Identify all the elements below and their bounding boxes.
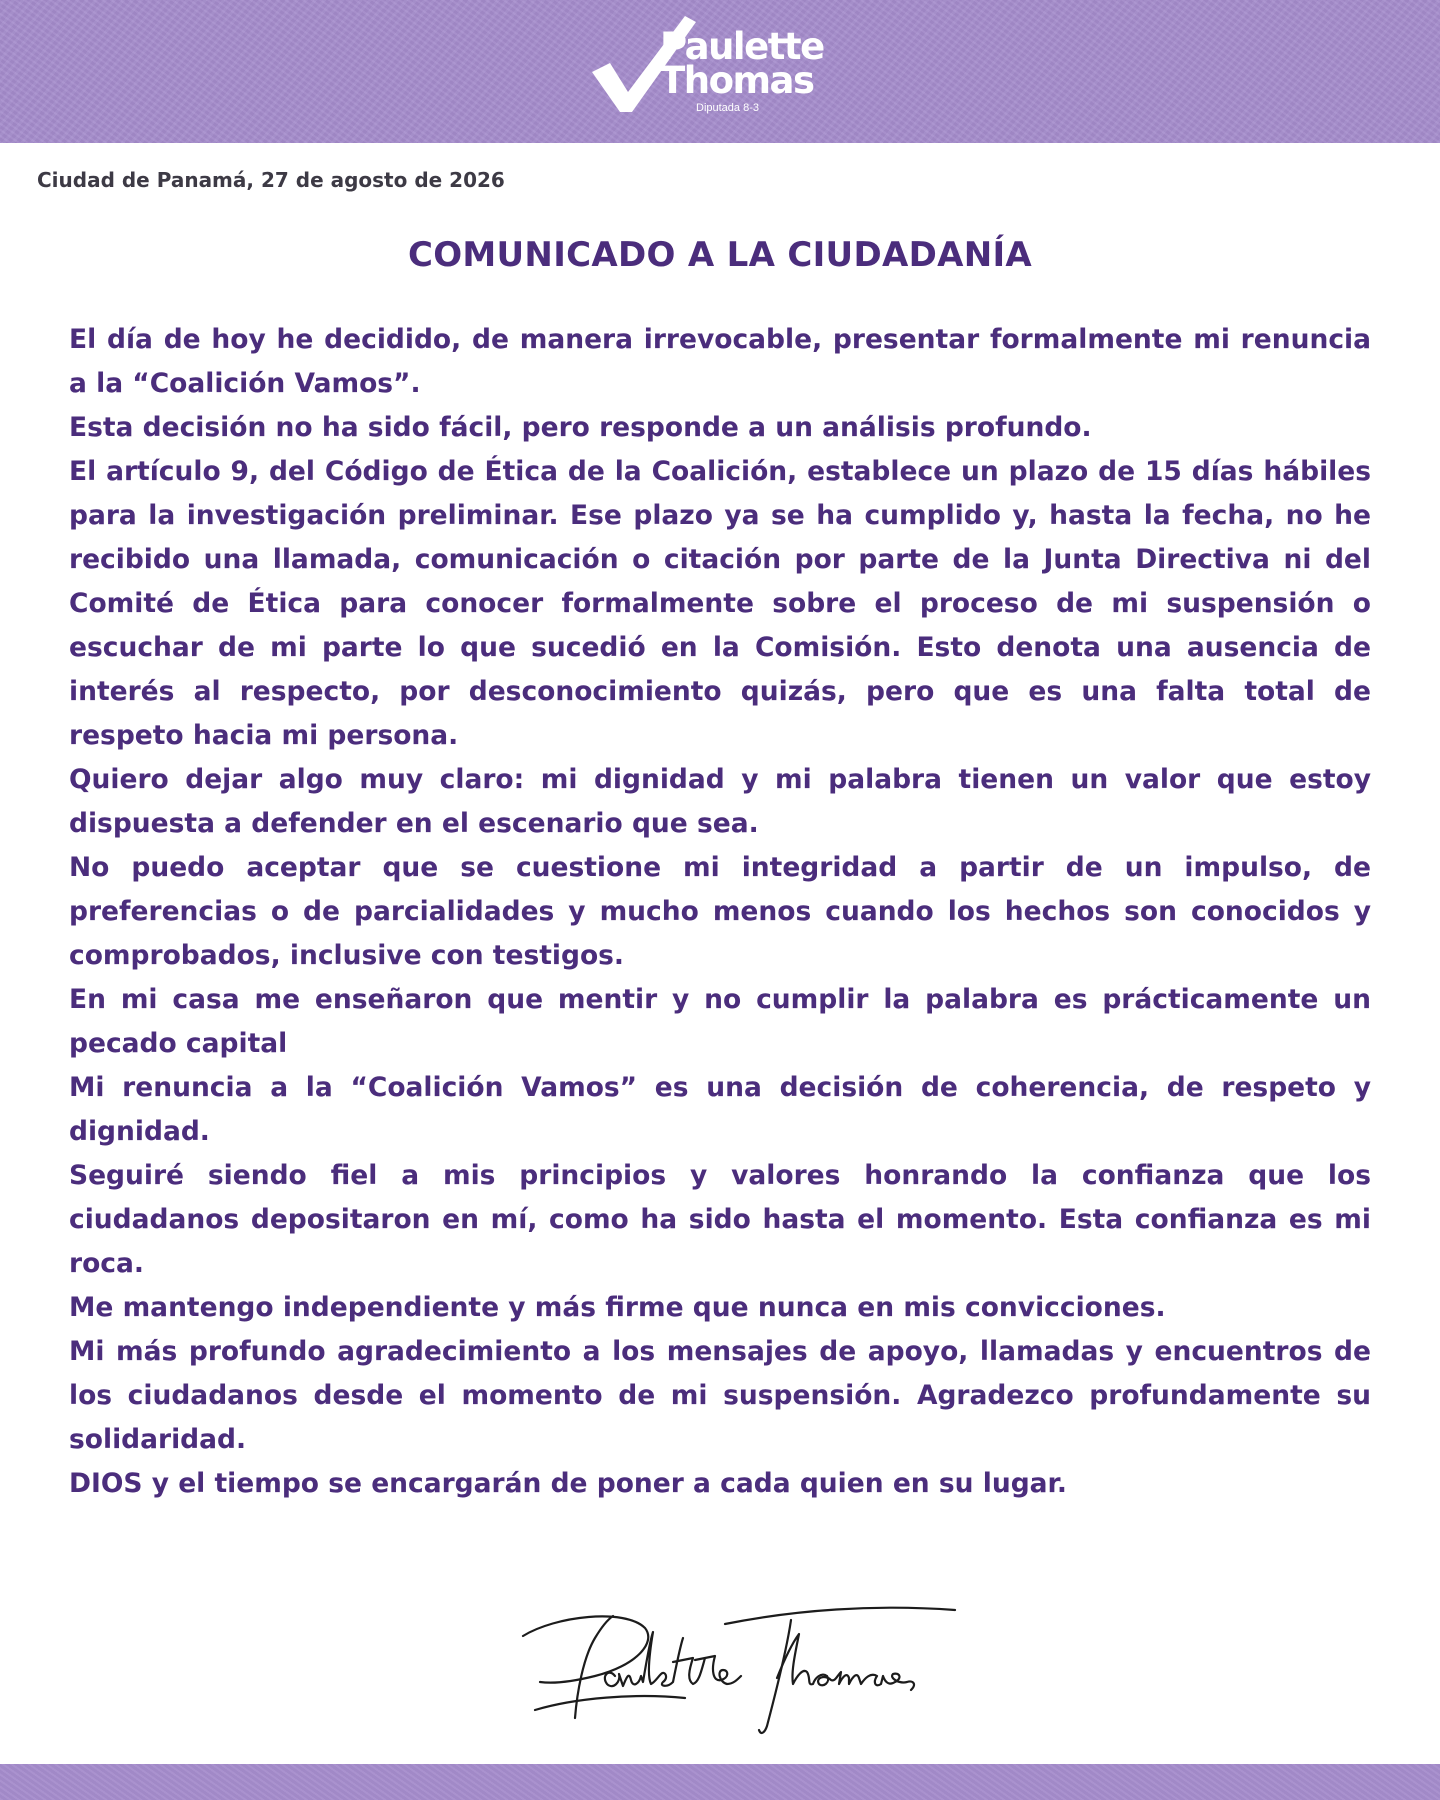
logo-subtitle: Diputada 8-3: [696, 102, 759, 114]
paragraph: Mi más profundo agradecimiento a los mensajes de apoyo, llamadas y encuentros de los ciudadanos desde el momento de mi suspensión. Agradezco profundamente su solidaridad.: [69, 1336, 1371, 1455]
paragraph: En mi casa me enseñaron que mentir y no cumplir la palabra es prácticamente un pecado capital: [69, 984, 1371, 1059]
paragraph: El artículo 9, del Código de Ética de la Coalición, establece un plazo de 15 días hábiles para la investigación preliminar. Ese plazo ya se ha cumplido y, hasta la fecha, no he recibido una llamada, comunicación o citación por parte de la Junta Directiva ni del Comité de Ética para conocer formalmente sobre el proceso de mi suspensión o escuchar de mi parte lo que sucedió en la Comisión. Esto denota una ausencia de interés al respecto, por desconocimiento quizás, pero que es una falta total de respeto hacia mi persona.: [69, 456, 1371, 751]
document-body: [69, 318, 1371, 1506]
paragraph: El día de hoy he decidido, de manera irrevocable, presentar formalmente mi renuncia a la “Coalición Vamos”.: [69, 324, 1371, 399]
paragraph: Seguiré siendo fiel a mis principios y valores honrando la confianza que los ciudadanos depositaron en mí, como ha sido hasta el momento. Esta confianza es mi roca.: [69, 1160, 1371, 1279]
paragraph: Esta decisión no ha sido fácil, pero responde a un análisis profundo.: [69, 412, 1092, 443]
paragraph: Quiero dejar algo muy claro: mi dignidad y mi palabra tienen un valor que estoy dispuesta a defender en el escenario que sea.: [69, 764, 1371, 839]
logo-first-name: Paulette: [660, 25, 824, 68]
footer-banner: [0, 1764, 1440, 1800]
paragraph: Me mantengo independiente y más firme que nunca en mis convicciones.: [69, 1292, 1166, 1323]
paulette-thomas-logo: [590, 12, 850, 122]
header-banner: [0, 0, 1440, 143]
handwritten-signature: [515, 1598, 965, 1748]
logo-last-name: Thomas: [660, 59, 814, 102]
place-date: Ciudad de Panamá, 27 de agosto de 2026: [37, 168, 505, 192]
paragraph: DIOS y el tiempo se encargarán de poner a cada quien en su lugar.: [69, 1468, 1067, 1499]
paragraph: No puedo aceptar que se cuestione mi integridad a partir de un impulso, de preferencias o de parcialidades y mucho menos cuando los hechos son conocidos y comprobados, inclusive con testigos.: [69, 852, 1371, 971]
paragraph: Mi renuncia a la “Coalición Vamos” es una decisión de coherencia, de respeto y dignidad.: [69, 1072, 1371, 1147]
document-title: COMUNICADO A LA CIUDADANÍA: [407, 235, 1033, 275]
